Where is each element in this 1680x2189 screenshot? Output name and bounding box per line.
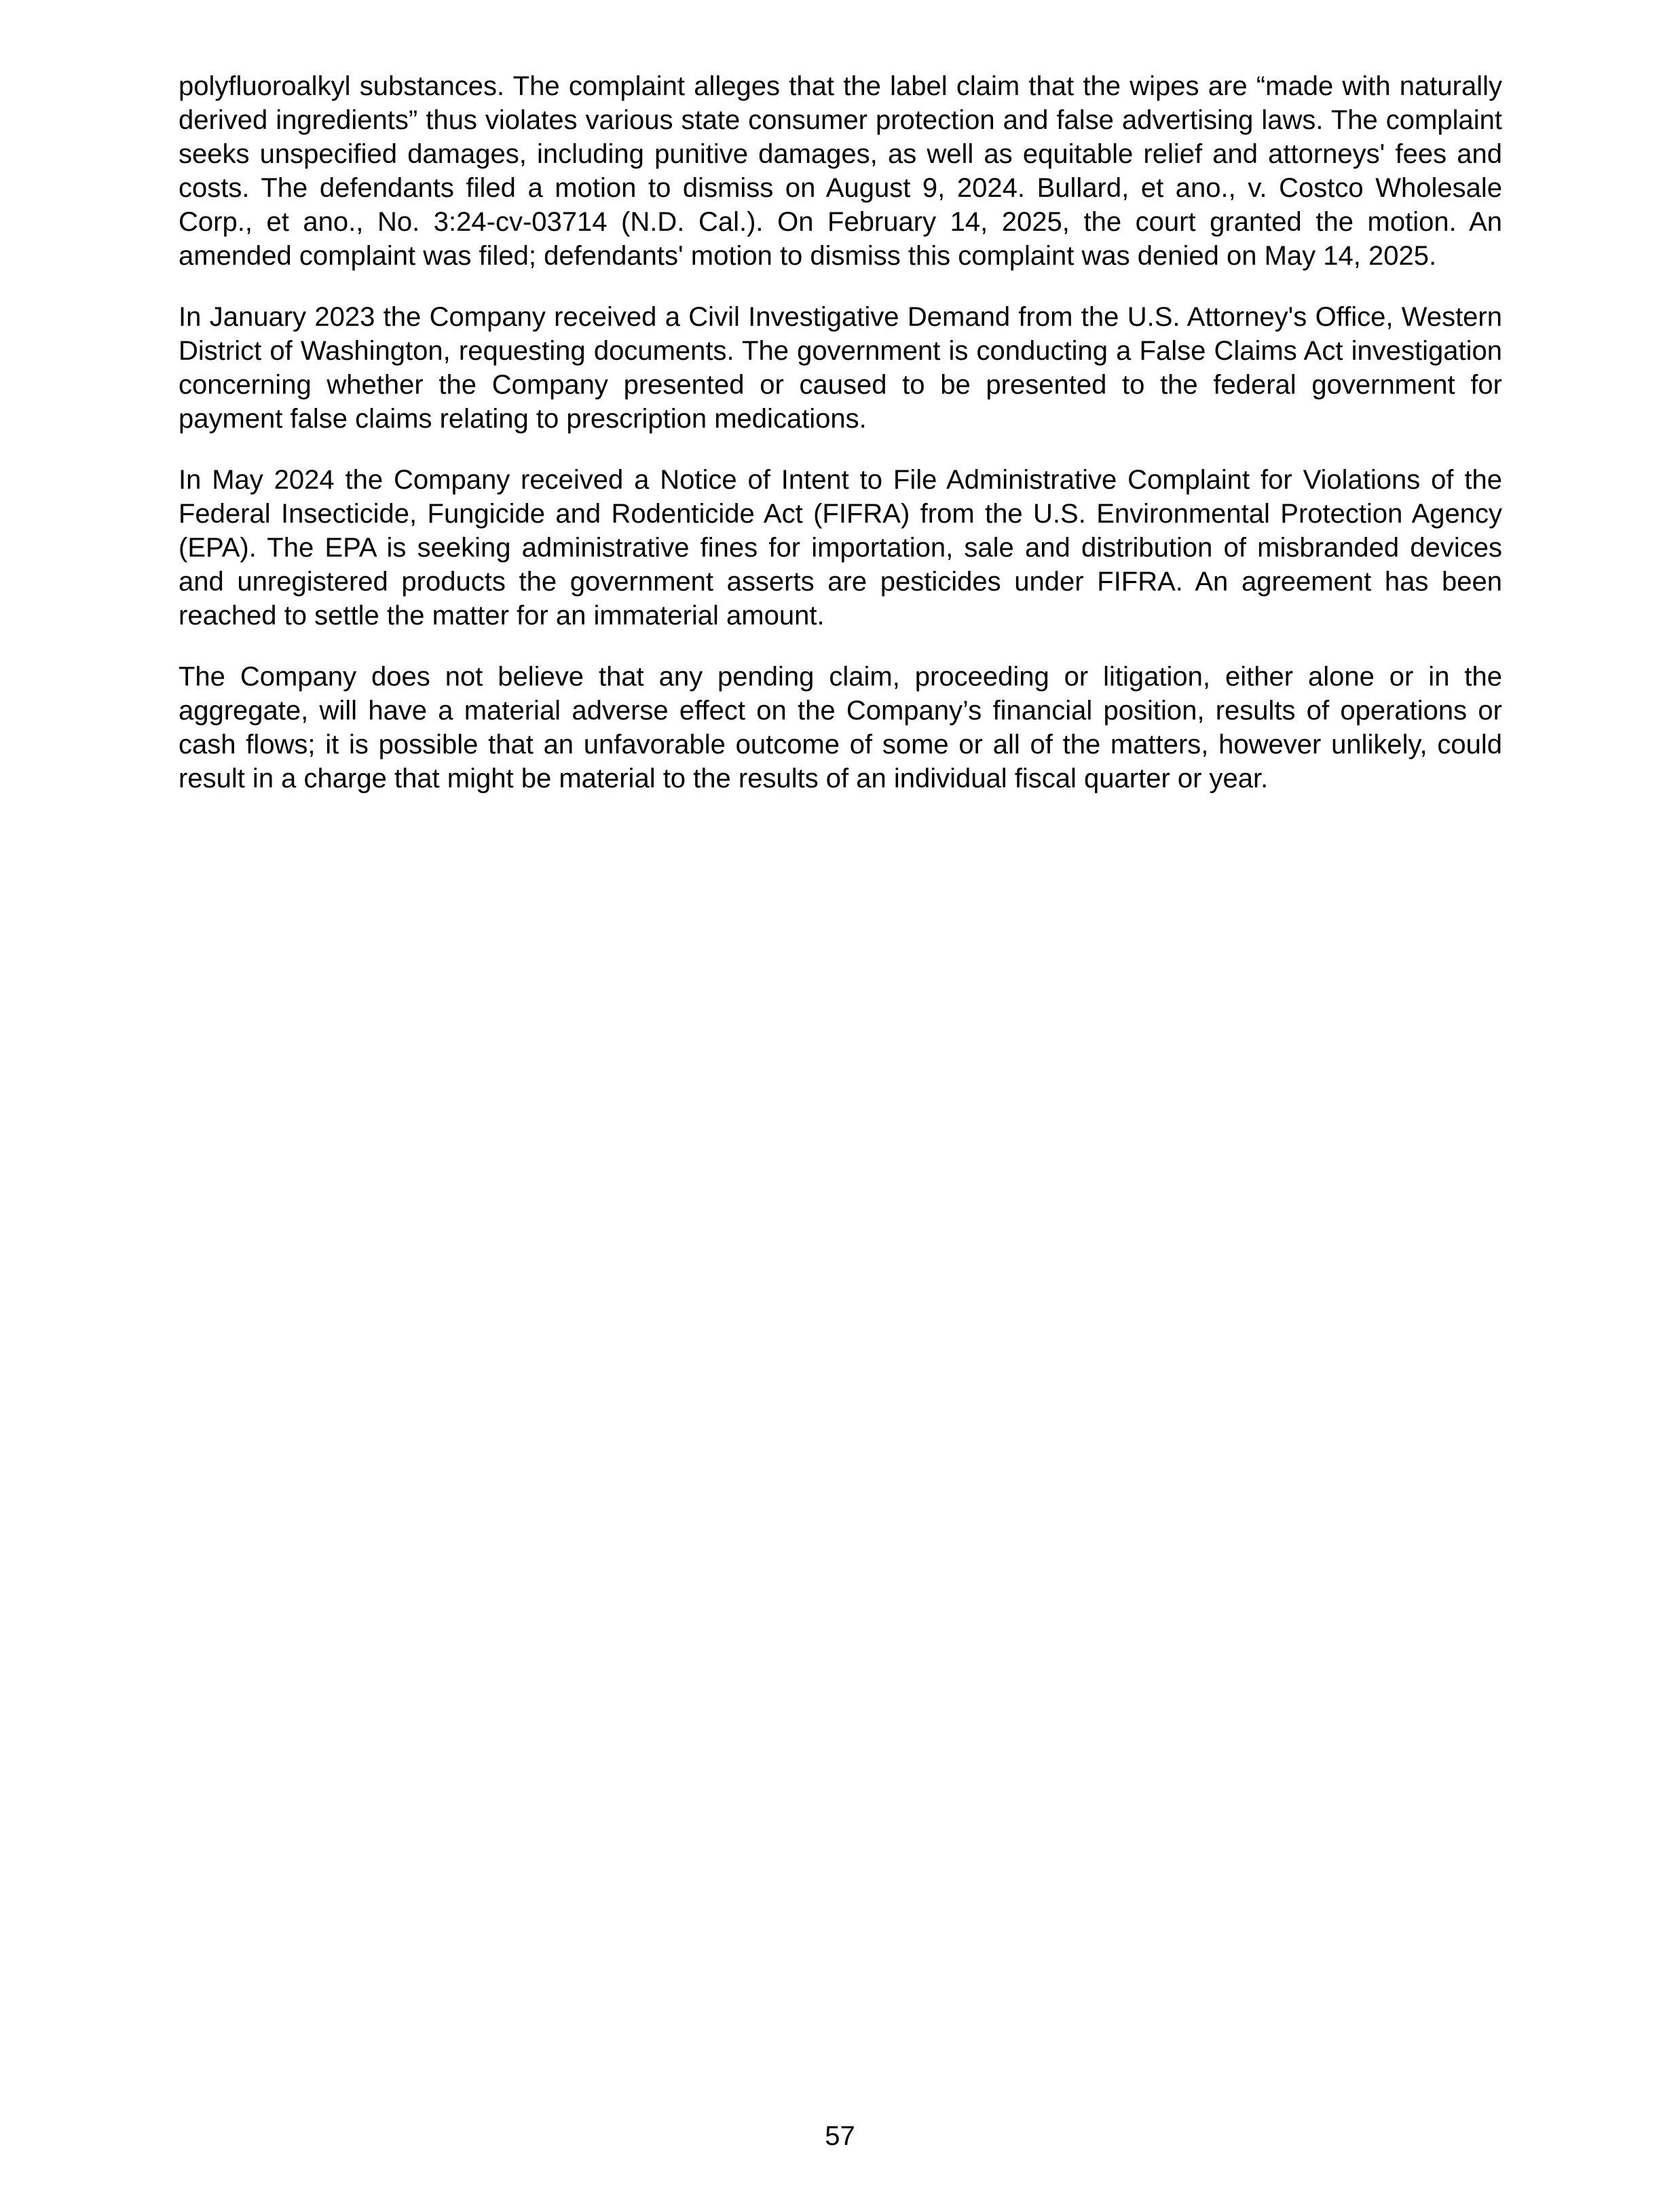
paragraph-litigation-outlook: The Company does not believe that any pending claim, proceeding or litigation, either alone or in the aggregate, will have a material adverse effect on the Company’s financial position, results of operations or cash flows; it is possible that an unfavorable outcome of some or all of the matters, however unlikely, could result in a charge that might be material to the results of an individual fiscal quarter or year.: [179, 662, 1502, 793]
paragraph-pfas-wipes-complaint: polyfluoroalkyl substances. The complaint alleges that the label claim that the wipes are “made with naturally derived ingredients” thus violates various state consumer protection and false advertising laws. The complaint seeks unspecified damages, including punitive damages, as well as equitable relief and attorneys' fees and costs. The defendants filed a motion to dismiss on August 9, 2024. Bullard, et ano., v. Costco Wholesale Corp., et ano., No. 3:24-cv-03714 (N.D. Cal.). On February 14, 2025, the court granted the motion. An amended complaint was filed; defendants' motion to dismiss this complaint was denied on May 14, 2025.: [179, 71, 1502, 271]
page-number: 57: [825, 2121, 855, 2151]
paragraph-fifra-notice: In May 2024 the Company received a Notice of Intent to File Administrative Complaint for Violations of the Federal Insecticide, Fungicide and Rodenticide Act (FIFRA) from the U.S. Environmental Protection Agency (EPA). The EPA is seeking administrative fines for importation, sale and distribution of misbranded devices and unregistered products the government asserts are pesticides under FIFRA. An agreement has been reached to settle the matter for an immaterial amount.: [179, 465, 1502, 631]
paragraph-civil-investigative-demand: In January 2023 the Company received a Civil Investigative Demand from the U.S. Attorney's Office, Western District of Washington, requesting documents. The government is conducting a False Claims Act investigation concerning whether the Company presented or caused to be presented to the federal government for payment false claims relating to prescription medications.: [179, 302, 1502, 434]
page-body: [179, 69, 1502, 823]
